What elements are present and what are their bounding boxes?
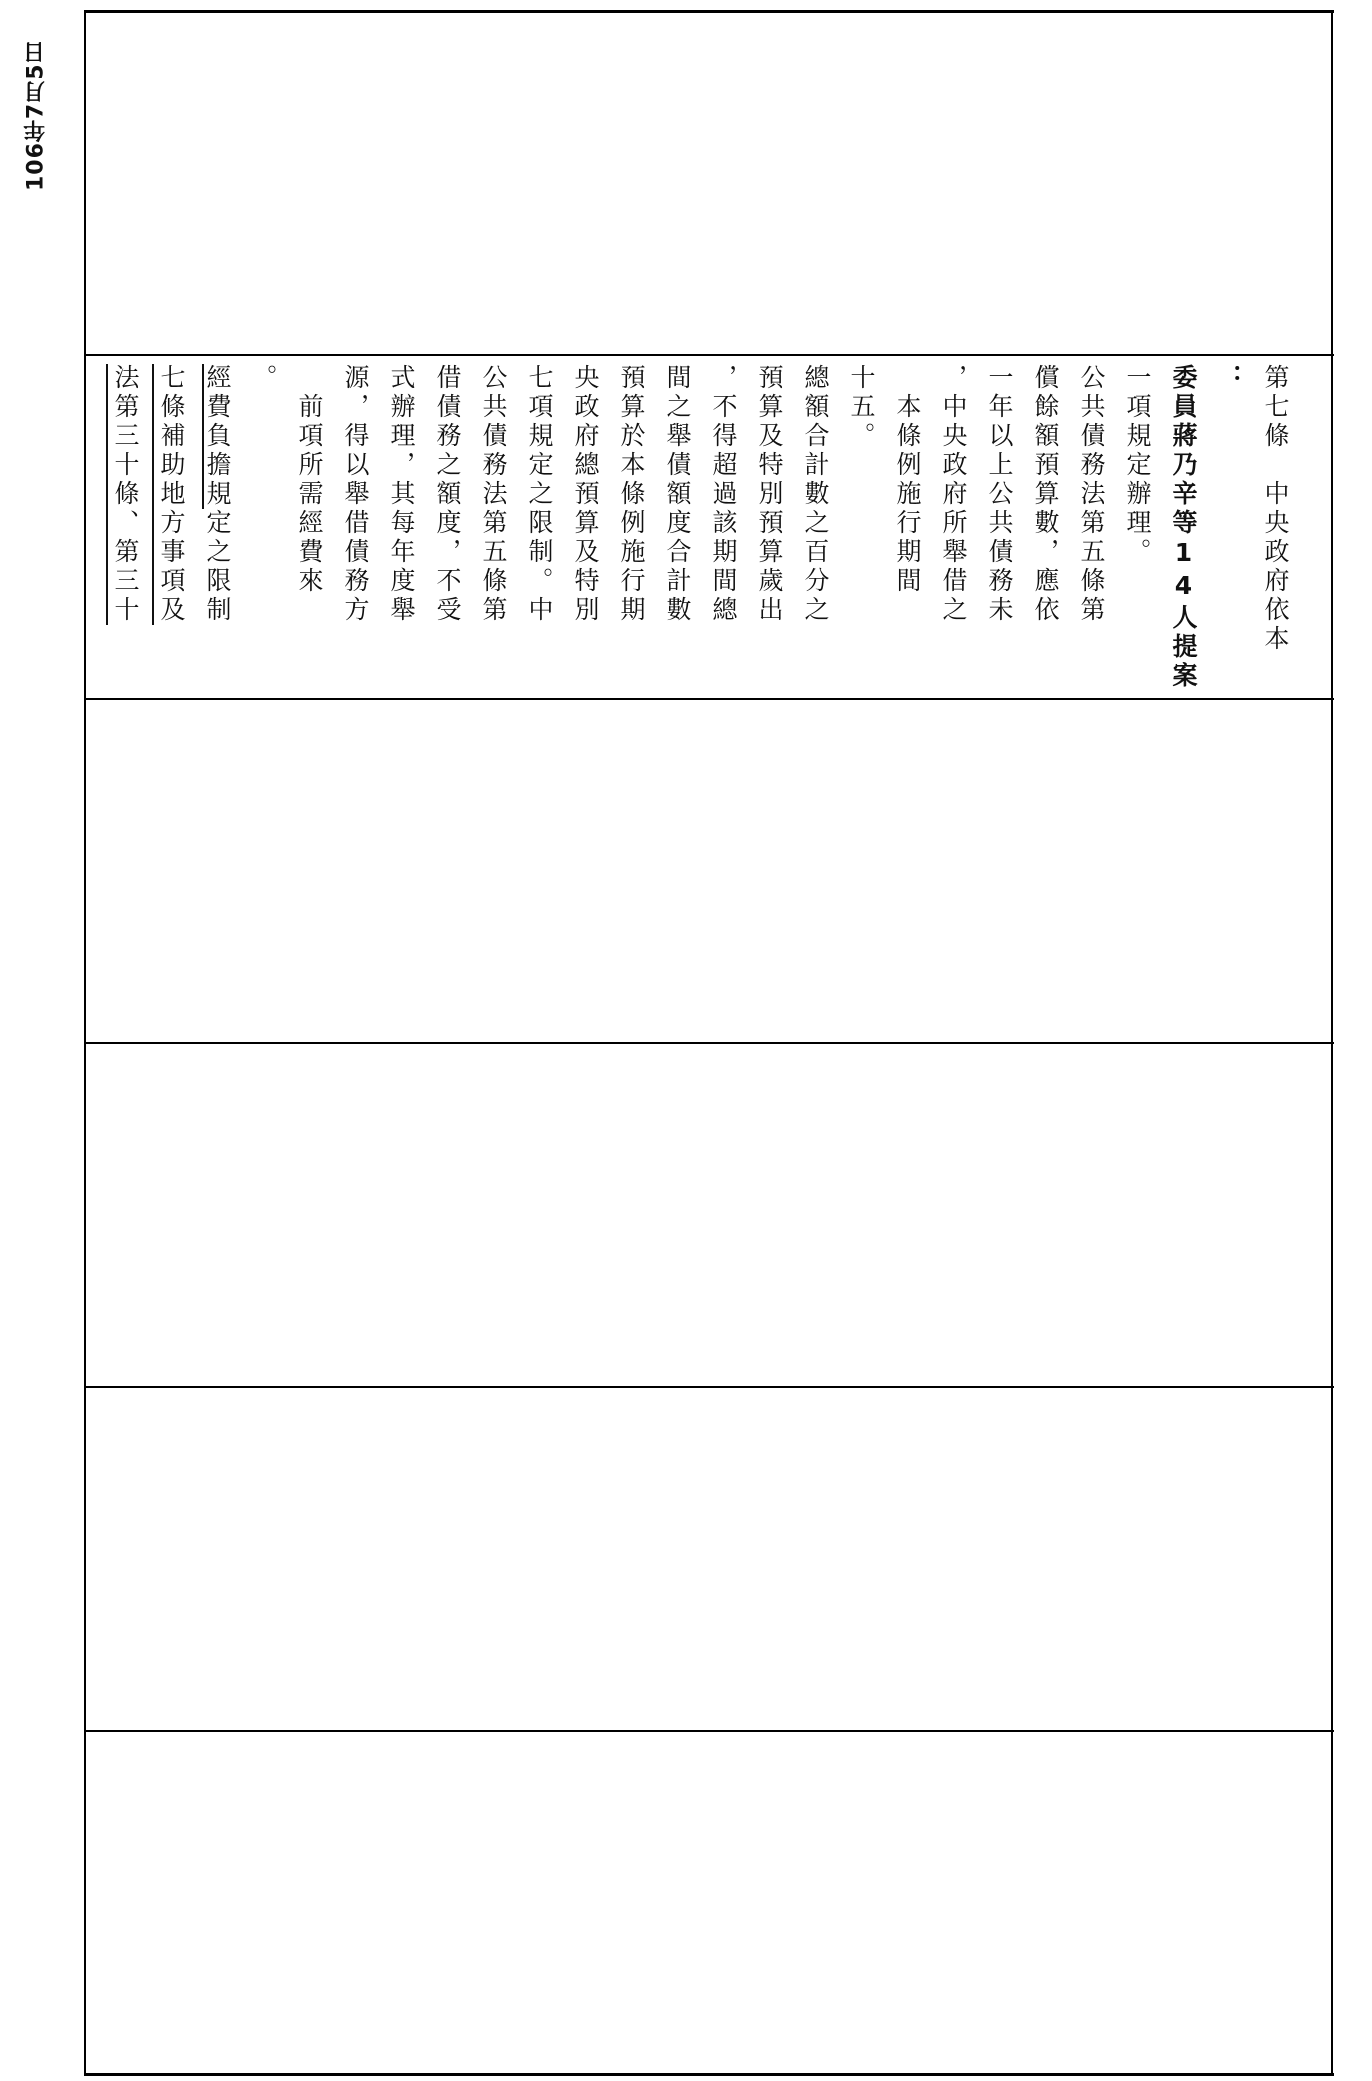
text-column: 公共債務法第五條第 [479, 364, 508, 625]
table-bottom-border [84, 2073, 1334, 2076]
text-column: 預算於本條例施行期 [617, 364, 646, 625]
text-column: ，中央政府所舉借之 [939, 364, 968, 625]
text-column: 七條補助地方事項及 [157, 364, 186, 625]
text-column: 委員蔣乃辛等14人提案 [1169, 364, 1198, 691]
text-column: 央政府總預算及特別 [571, 364, 600, 625]
table-top-border [84, 10, 1334, 13]
text-column: 借債務之額度，不受 [433, 364, 462, 625]
vertical-text-block [102, 364, 1322, 694]
text-column: 間之舉債額度合計數 [663, 364, 692, 625]
table-row-proposal-text [84, 356, 1334, 698]
row-divider [84, 1730, 1334, 1732]
row-divider [84, 1042, 1334, 1044]
text-column: 源，得以舉借債務方 [341, 364, 370, 625]
text-column: 式辦理，其每年度舉 [387, 364, 416, 625]
text-column: 總額合計數之百分之 [801, 364, 830, 625]
text-column: ： [1215, 364, 1244, 393]
text-column: 。 [249, 364, 278, 393]
text-column: 前項所需經費來 [295, 364, 324, 596]
text-column: 法第三十條、第三十 [111, 364, 140, 625]
text-column: 十五。 [847, 364, 876, 451]
text-column: 一項規定辦理。 [1123, 364, 1152, 567]
text-column: 償餘額預算數，應依 [1031, 364, 1060, 625]
text-column: 第七條 中央政府依本 [1261, 364, 1290, 654]
text-column: 本條例施行期間 [893, 364, 922, 596]
text-column: 一年以上公共債務未 [985, 364, 1014, 625]
text-column: 預算及特別預算歲出 [755, 364, 784, 625]
document-date: 106年7月5日 [23, 40, 49, 192]
comparison-table [84, 10, 1334, 2076]
text-column: 公共債務法第五條第 [1077, 364, 1106, 625]
text-column: ，不得超過該期間總 [709, 364, 738, 625]
text-column: 經費負擔規定之限制 [203, 364, 232, 625]
text-column: 七項規定之限制。中 [525, 364, 554, 625]
row-divider [84, 1386, 1334, 1388]
